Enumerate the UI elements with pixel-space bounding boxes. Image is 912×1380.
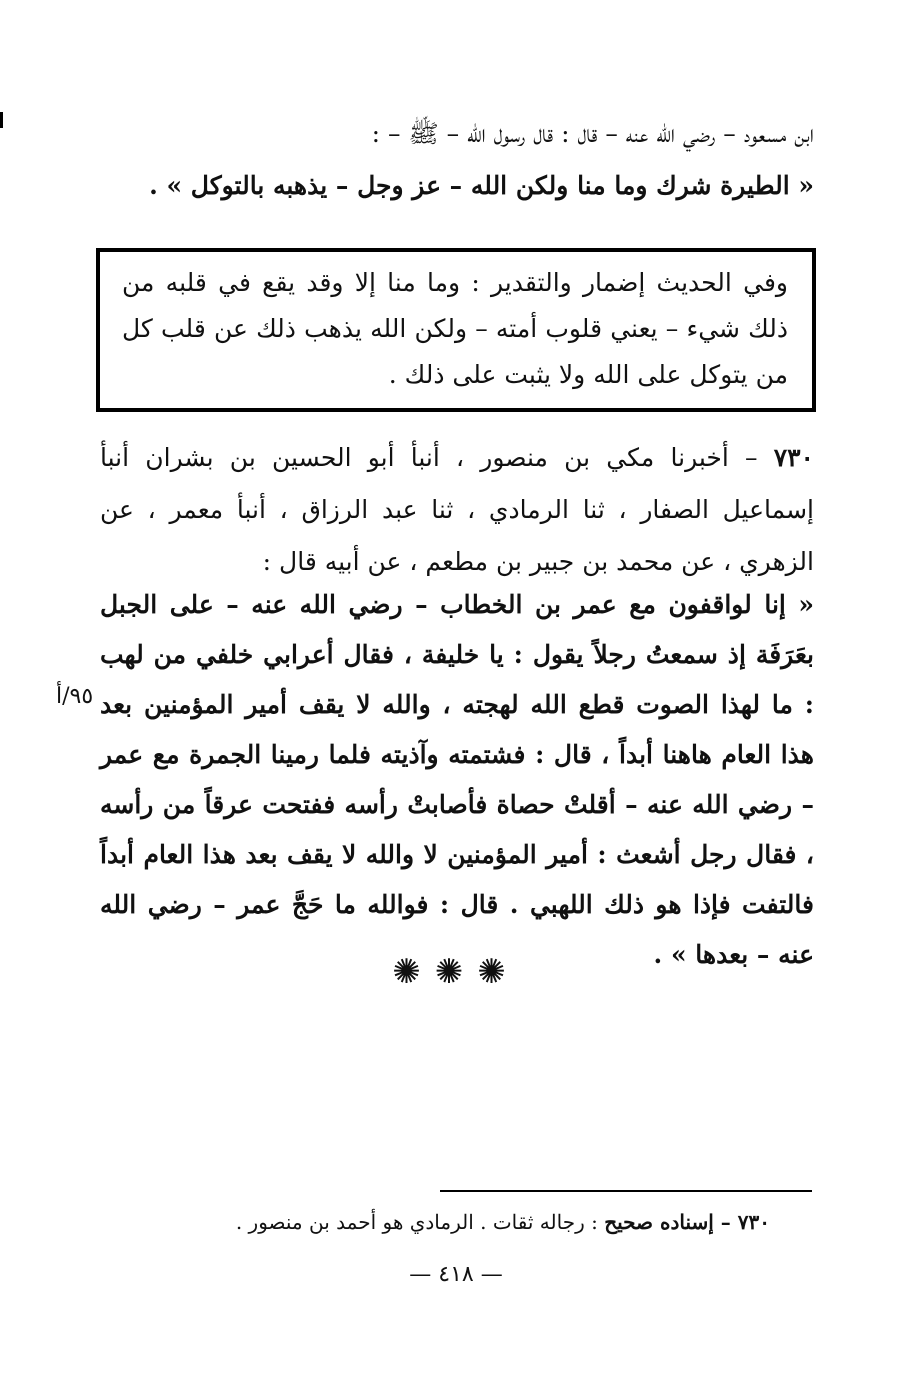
hadith-text-paragraph <box>100 580 814 980</box>
hadith-text: « إنا لواقفون مع عمر بن الخطاب – رضي الله عنه – على الجبل بعَرَفَة إذ سمعتُ رجلاً يقول : يا خليفة ، فقال أعرابي خلفي من لهب : ما لهذا الصوت قطع الله لهجته ، والله لا يقف أمير المؤمنين بعد هذا العام هاهنا أبداً ، قال : فشتمته وآذيته فلما رمينا الجمرة مع عمر – رضي الله عنه – أقلتْ حصاة فأصابتْ رأسه ففتحت عرقاً من رأسه ، فقال رجل أشعث : أمير المؤمنين لا والله لا يقف بعد هذا العام أبداً فالتفت فإذا هو ذلك اللهبي . قال : فوالله ما حَجَّ عمر – رضي الله عنه – بعدها » . <box>100 590 814 969</box>
footnote-label: – إسناده صحيح <box>604 1210 738 1234</box>
footnote-text: : رجاله ثقات . الرمادي هو أحمد بن منصور . <box>235 1210 605 1234</box>
footnote-divider <box>440 1190 812 1192</box>
margin-note: ٩٥/أ <box>56 684 94 709</box>
boxed-commentary-text: وفي الحديث إضمار والتقدير : وما منا إلا وقد يقع في قلبه من ذلك شيء – يعني قلوب أمته – ولكن الله يذهب ذلك عن قلب كل من يتوكل على الله ولا يثبت على ذلك . <box>122 268 788 389</box>
intro-paragraph <box>100 108 814 212</box>
hadith-chain-text: – أخبرنا مكي بن منصور ، أنبأ أبو الحسين بن بشران أنبأ إسماعيل الصفار ، ثنا الرمادي ، ثنا عبد الرزاق ، أنبأ معمر ، عن الزهري ، عن محمد بن جبير بن مطعم ، عن أبيه قال : <box>100 443 814 576</box>
intro-line: ابن مسعود – رضي الله عنه – قال : قال رسول الله – ﷺ – : <box>371 119 814 148</box>
footnote-number: ٧٣٠ <box>737 1210 770 1234</box>
page-number: — ٤١٨ — <box>409 1262 503 1287</box>
hadith-number: ٧٣٠ <box>773 443 814 472</box>
boxed-commentary <box>96 248 816 412</box>
hadith-chain-paragraph <box>100 432 814 588</box>
footnote <box>100 1202 770 1242</box>
scan-mark <box>0 112 3 128</box>
section-ornament: ✺✺✺ <box>392 952 520 992</box>
intro-quote: « الطيرة شرك وما منا ولكن الله – عز وجل – يذهبه بالتوكل » . <box>149 171 814 200</box>
